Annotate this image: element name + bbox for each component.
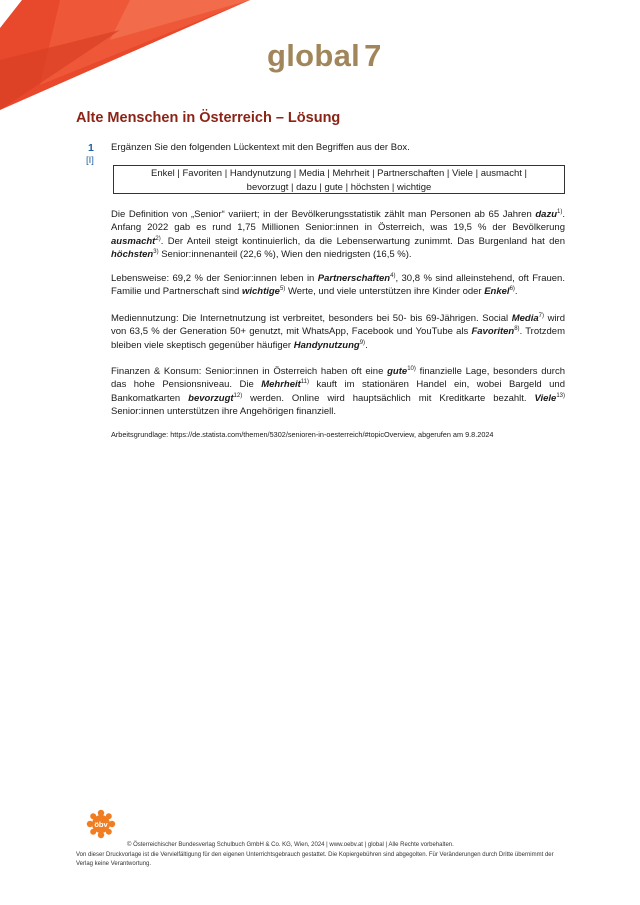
gap-number: 12) xyxy=(233,392,243,399)
word-box-line-1: Enkel | Favoriten | Handynutzung | Media | Mehrheit | Partnerschaften | Viele | ausmacht | xyxy=(150,168,527,179)
gap-number: 7) xyxy=(538,312,544,319)
answer-word: wichtige xyxy=(241,286,280,298)
paragraph-finance xyxy=(111,365,565,418)
answer-word: Partnerschaften xyxy=(317,273,391,284)
exercise-level: [I] xyxy=(86,155,94,166)
gap-number: 13) xyxy=(556,392,565,399)
gap-number: 8) xyxy=(514,326,520,333)
answer-word: Handynutzung xyxy=(293,339,360,351)
paragraph-lifestyle xyxy=(111,272,565,299)
answer-word: Media xyxy=(511,313,539,324)
answer-word: Mehrheit xyxy=(261,379,301,391)
text: Mediennutzung: Die Internetnutzung ist verbreitet, besonders bei 50- bis 69-Jährigen. Social xyxy=(111,313,512,324)
text: werden. Online wird hauptsächlich mit Kreditkarte bezahlt. xyxy=(242,392,535,404)
answer-word: bevorzugt xyxy=(188,392,234,404)
text: Werte, und viele unterstützen ihre Kinder oder xyxy=(285,286,485,298)
page-title: Alte Menschen in Österreich – Lösung xyxy=(76,110,341,126)
gap-number: 1) xyxy=(557,208,563,215)
brand-word: global xyxy=(267,38,361,73)
text: Lebensweise: 69,2 % der Senior:innen leben in xyxy=(111,273,318,284)
text: finanzielle Lage, besonders durch das hohe Pensionsniveau. Die xyxy=(111,366,565,391)
footer-copyright: © Österreichischer Bundesverlag Schulbuch GmbH & Co. KG, Wien, 2024 | www.oebv.at | global | Alle Rechte vorbehalten. xyxy=(127,842,454,848)
corner-decoration xyxy=(0,0,260,110)
gap-number: 10) xyxy=(407,365,416,372)
text: Senior:innenanteil (22,6 %), Wien den niedrigsten (16,5 %). xyxy=(158,248,412,260)
paragraph-definition xyxy=(111,208,565,261)
source-note: Arbeitsgrundlage: https://de.statista.com/themen/5302/senioren-in-oesterreich/#topicOverview, abgerufen am 9.8.2024 xyxy=(111,430,494,439)
text: kauft im stationären Handel ein, wobei Bargeld und Bankomatkarten xyxy=(111,379,565,404)
exercise-instruction: Ergänzen Sie den folgenden Lückentext mit den Begriffen aus der Box. xyxy=(111,142,410,153)
answer-word: Enkel xyxy=(484,286,510,298)
footer-notice: Von dieser Druckvorlage ist die Vervielfältigung für den eigenen Unterrichtsgebrauch gestattet. Die Kopiergebühren sind abgegolten. Für Veränderungen durch Dritte übernimmt der Verlag keine Verantwortung. xyxy=(76,852,554,867)
word-box-line-2: bevorzugt | dazu | gute | höchsten | wichtige xyxy=(246,181,432,193)
text: . Der Anteil steigt kontinuierlich, da die Lebenserwartung zunimmt. Das Burgenland hat den xyxy=(160,235,565,247)
gap-number: 6) xyxy=(509,286,515,293)
obv-logo-icon xyxy=(86,809,116,839)
logo-text: öbv xyxy=(94,820,108,829)
answer-word: gute xyxy=(387,366,408,377)
answer-word: Viele xyxy=(534,392,557,404)
text: . xyxy=(514,286,518,298)
text: Finanzen & Konsum: Senior:innen in Österreich haben oft eine xyxy=(111,366,388,377)
gap-number: 2) xyxy=(155,235,161,242)
exercise-number: 1 xyxy=(88,142,94,154)
text: , 30,8 % sind alleinstehend, oft Frauen. Familie und Partnerschaft sind xyxy=(111,273,565,298)
answer-word: höchsten xyxy=(111,248,154,260)
gap-number: 11) xyxy=(300,379,310,386)
word-box xyxy=(113,165,565,194)
text: . xyxy=(365,339,368,351)
answer-word: dazu xyxy=(535,209,558,220)
answer-word: ausmacht xyxy=(111,235,156,247)
brand-title xyxy=(267,38,382,74)
paragraph-media xyxy=(111,312,565,352)
gap-number: 4) xyxy=(390,272,396,279)
text: . Anfang 2022 gab es rund 1,75 Millionen Senior:innen in Österreich, was 19,5 % der Bevölkerung xyxy=(111,209,565,234)
text: . Trotzdem bleiben viele skeptisch gegenüber häufiger xyxy=(111,326,565,351)
text: wird von 63,5 % der Generation 50+ genutzt, mit WhatsApp, Facebook und YouTube als xyxy=(111,313,565,338)
text: Senior:innen unterstützen ihre Angehörigen finanziell. xyxy=(111,405,336,417)
text: Die Definition von „Senior“ variiert; in der Bevölkerungsstatistik zählt man Personen ab 65 Jahren xyxy=(111,209,536,220)
gap-number: 3) xyxy=(153,248,159,255)
answer-word: Favoriten xyxy=(471,326,515,338)
gap-number: 5) xyxy=(279,286,286,293)
brand-number: 7 xyxy=(364,38,382,73)
gap-number: 9) xyxy=(359,339,366,346)
